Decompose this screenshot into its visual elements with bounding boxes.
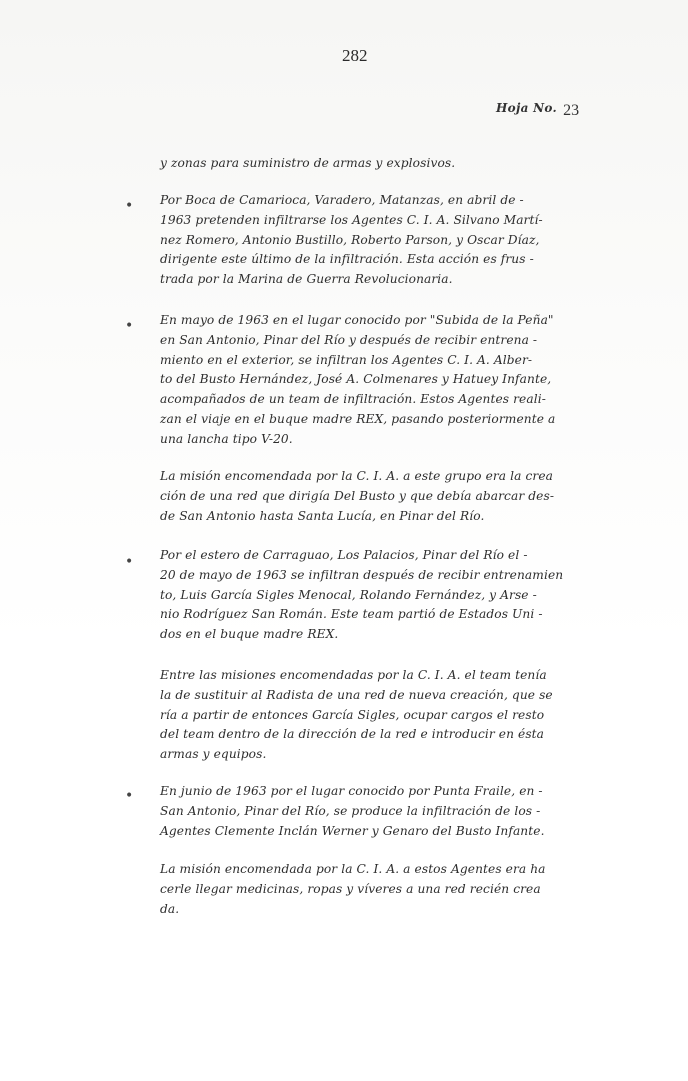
bullet-marker (125, 559, 131, 565)
paragraph (160, 191, 588, 290)
text-line: en San Antonio, Pinar del Río y después de recibir entrena - (160, 332, 538, 347)
text-line: armas y equipos. (160, 747, 267, 762)
text-line: Por Boca de Camarioca, Varadero, Matanzas, en abril de - (160, 193, 524, 207)
text-line: San Antonio, Pinar del Río, se produce la infiltración de los - (160, 803, 541, 818)
text-line: La misión encomendada por la C. I. A. a este grupo era la crea (160, 469, 554, 483)
paragraph (160, 467, 588, 526)
sheet-number: 23 (563, 102, 580, 119)
sheet-label: Hoja No. (496, 101, 557, 115)
text-line: Por el estero de Carraguao, Los Palacios, Pinar del Río el - (160, 548, 528, 562)
paragraph (160, 860, 588, 919)
bullet-marker (125, 793, 131, 799)
paragraph (160, 311, 588, 450)
text-line: ción de una red que dirigía Del Busto y que debía abarcar des- (160, 488, 555, 503)
bullet-marker (125, 323, 131, 329)
text-line: nio Rodríguez San Román. Este team partió de Estados Uni - (160, 607, 543, 622)
paragraph (160, 546, 588, 645)
text-line: del team dentro de la dirección de la red e introducir en ésta (160, 727, 545, 742)
text-line: to del Busto Hernández, José A. Colmenares y Hatuey Infante, (160, 372, 552, 387)
text-line: miento en el exterior, se infiltran los Agentes C. I. A. Alber- (160, 352, 533, 367)
sheet-number-label (496, 99, 579, 117)
text-line: y zonas para suministro de armas y explosivos. (160, 156, 456, 170)
text-line: dirigente este último de la infiltración. Esta acción es frus - (160, 252, 534, 267)
paragraph (160, 666, 588, 765)
text-line: da. (160, 901, 180, 916)
text-line: 1963 pretenden infiltrarse los Agentes C. I. A. Silvano Martí- (160, 212, 543, 227)
text-line: 20 de mayo de 1963 se infiltran después de recibir entrenamien (160, 567, 564, 582)
text-line: nez Romero, Antonio Bustillo, Roberto Parson, y Oscar Díaz, (160, 232, 540, 247)
text-line: Entre las misiones encomendadas por la C. I. A. el team tenía (160, 668, 547, 682)
text-line: En mayo de 1963 en el lugar conocido por "Subida de la Peña" (160, 313, 554, 327)
text-line: zan el viaje en el buque madre REX, pasando posteriormente a (160, 411, 556, 426)
text-line: Agentes Clemente Inclán Werner y Genaro del Busto Infante. (160, 823, 545, 838)
page-number: 282 (342, 46, 368, 65)
bullet-marker (125, 203, 131, 209)
text-line: trada por la Marina de Guerra Revolucionaria. (160, 272, 453, 287)
text-line: la de sustituir al Radista de una red de nueva creación, que se (160, 687, 553, 702)
text-line: de San Antonio hasta Santa Lucía, en Pinar del Río. (160, 508, 485, 523)
text-line: to, Luis García Sigles Menocal, Rolando Fernández, y Arse - (160, 587, 537, 602)
text-line: En junio de 1963 por el lugar conocido por Punta Fraile, en - (160, 784, 543, 798)
text-line: acompañados de un team de infiltración. Estos Agentes reali- (160, 392, 546, 407)
text-line: una lancha tipo V-20. (160, 431, 293, 446)
text-line: La misión encomendada por la C. I. A. a estos Agentes era ha (160, 862, 546, 876)
paragraph (160, 154, 588, 174)
paragraph (160, 782, 588, 841)
text-line: ría a partir de entonces García Sigles, ocupar cargos el resto (160, 707, 545, 722)
text-line: dos en el buque madre REX. (160, 627, 339, 642)
text-line: cerle llegar medicinas, ropas y víveres a una red recién crea (160, 881, 541, 896)
